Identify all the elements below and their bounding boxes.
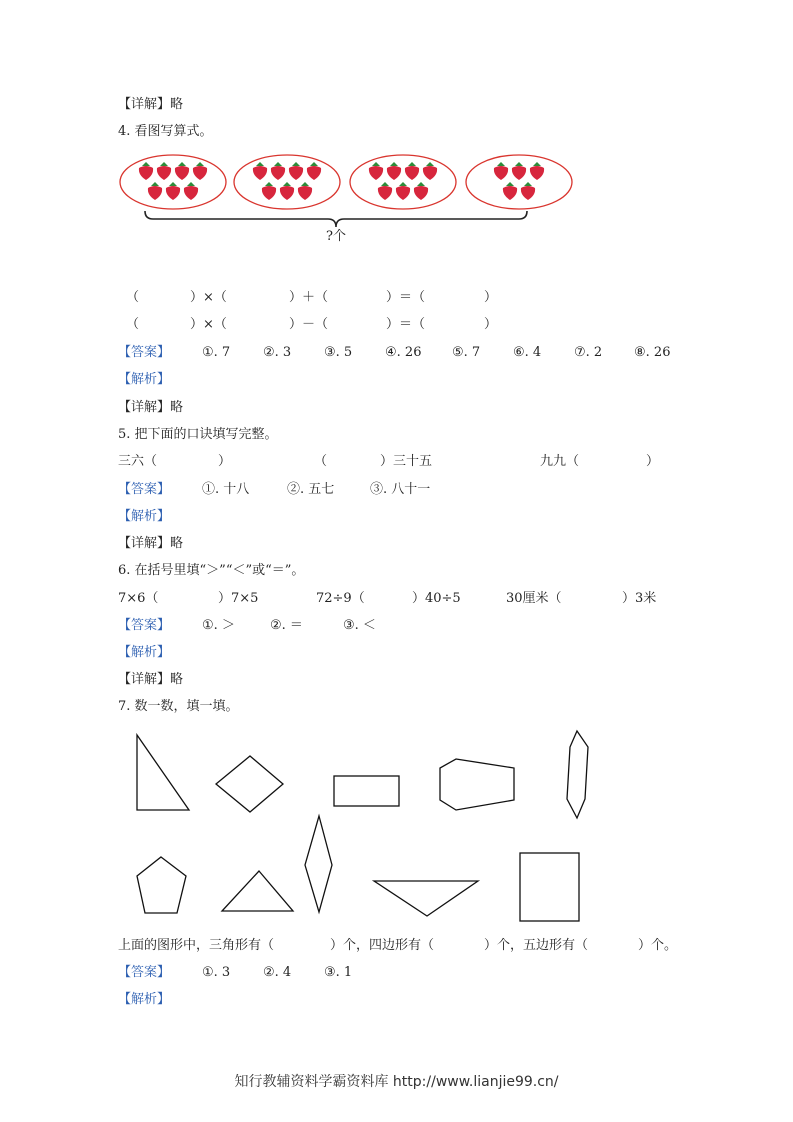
q4-analysis-label: 【解析】 — [118, 372, 171, 387]
thin-rhombus-shape — [305, 816, 332, 912]
right-triangle-shape — [137, 735, 189, 810]
q6-title: 6. 在括号里填“＞”“＜”或“＝”。 — [118, 563, 305, 578]
q5-analysis-label: 【解析】 — [118, 509, 171, 524]
q6-detail: 【详解】略 — [118, 672, 184, 687]
pentagon-shape — [137, 857, 186, 913]
inverted-triangle-shape — [374, 881, 478, 916]
q7-analysis-label: 【解析】 — [118, 992, 171, 1007]
hexagon-shape — [440, 759, 514, 810]
rectangle-shape — [334, 776, 399, 806]
brace-label: ?个 — [326, 229, 346, 244]
tall-hexagon-shape — [567, 731, 588, 818]
q5-title: 5. 把下面的口诀填写完整。 — [118, 427, 278, 442]
rhombus-shape — [216, 756, 283, 812]
q6-analysis-label: 【解析】 — [118, 645, 171, 660]
q4-detail: 【详解】略 — [118, 400, 184, 415]
q7-title: 7. 数一数，填一填。 — [118, 699, 239, 714]
triangle-shape — [222, 871, 293, 911]
square-shape — [520, 853, 579, 921]
q4-title: 4. 看图写算式。 — [118, 124, 213, 139]
detail-text: 【详解】略 — [118, 97, 184, 112]
q5-detail: 【详解】略 — [118, 536, 184, 551]
footer-text: 知行教辅资料学霸资料库 http://www.lianjie99.cn/ — [234, 1074, 559, 1090]
